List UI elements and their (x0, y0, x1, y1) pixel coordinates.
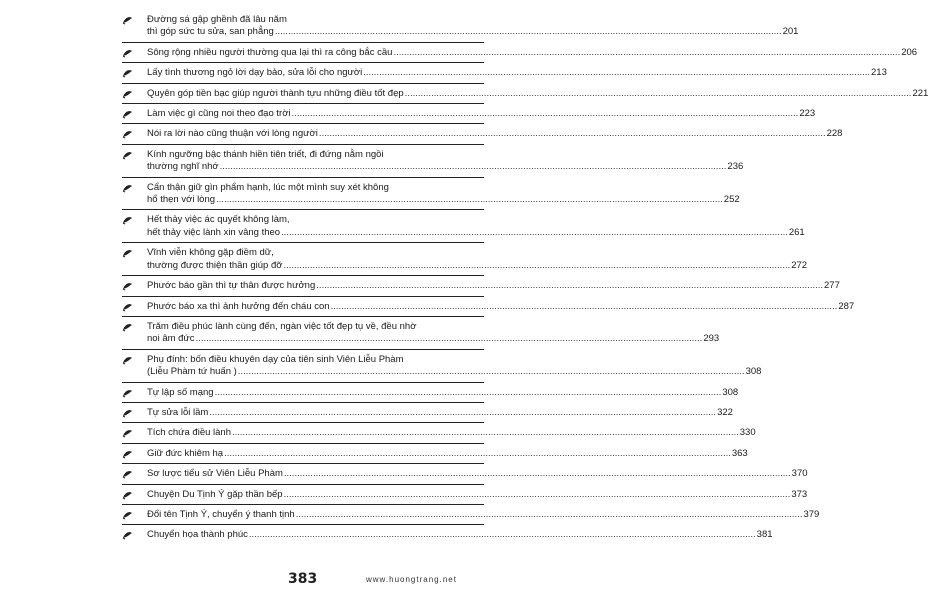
toc-entry-title: Phước báo gần thì tự thân được hưởng (147, 280, 316, 292)
toc-entry (122, 525, 773, 544)
toc-entry (122, 210, 805, 243)
toc-entry-title: Đường sá gập ghềnh đã lâu năm (147, 14, 287, 25)
toc-line (147, 46, 918, 59)
dot-leader (220, 161, 727, 173)
dot-leader (316, 280, 823, 292)
toc-entry (122, 10, 799, 43)
lotus-leaf-icon (122, 90, 133, 99)
toc-entry (122, 350, 762, 383)
lotus-leaf-icon (122, 16, 133, 25)
lotus-leaf-icon (122, 323, 133, 332)
dot-leader (232, 427, 739, 439)
lotus-leaf-icon (122, 389, 133, 398)
toc-line (147, 427, 756, 439)
dot-leader (209, 407, 716, 419)
dot-leader (393, 47, 900, 59)
toc-entry (122, 124, 843, 144)
toc-line (147, 14, 484, 26)
toc-entry (122, 423, 756, 443)
toc-page-number: 308 (745, 366, 762, 378)
dot-leader (196, 333, 703, 345)
dot-leader (216, 194, 723, 206)
toc-entry-title: Kính ngưỡng bậc thánh hiền tiên triết, đi đứng nằm ngồi (147, 148, 384, 160)
toc-page-number: 363 (731, 447, 748, 459)
toc-page-number: 373 (791, 488, 808, 500)
lotus-leaf-icon (122, 429, 133, 438)
toc-page-number: 287 (838, 300, 855, 312)
toc-page-number: 370 (791, 468, 808, 480)
toc-entry (122, 444, 748, 464)
lotus-leaf-icon (122, 130, 133, 139)
toc-entry-title: Chuyển họa thành phúc (147, 529, 248, 541)
toc-entry-title: Phước báo xa thì ảnh hưởng đến cháu con (147, 300, 330, 312)
toc-entry (122, 178, 740, 211)
toc-entry (122, 243, 808, 276)
toc-entry-title: Sơ lược tiểu sử Viên Liễu Phàm (147, 468, 283, 480)
dot-leader (238, 366, 745, 378)
toc-entry-title: thường nghĩ nhớ (147, 161, 219, 173)
toc-entry-title: noi âm đức (147, 333, 195, 345)
toc-page-number: 201 (782, 26, 799, 38)
toc-page-number: 252 (723, 194, 740, 206)
toc-entry (122, 403, 733, 423)
toc-line (147, 468, 808, 480)
toc-line (147, 354, 484, 366)
lotus-leaf-icon (122, 531, 133, 540)
lotus-leaf-icon (122, 470, 133, 479)
page-number: 383 (288, 571, 318, 587)
toc-page-number: 381 (756, 529, 773, 541)
toc-entry-title: Giữ đức khiêm hạ (147, 447, 224, 459)
toc-entry-title: Lấy tình thương ngỏ lời dạy bảo, sửa lỗi cho người (147, 67, 363, 79)
toc-entry (122, 43, 918, 63)
toc-entry-title: thường được thiện thần giúp đỡ (147, 259, 283, 271)
toc-entry (122, 317, 720, 350)
lotus-leaf-icon (122, 110, 133, 119)
toc-line (147, 194, 740, 206)
toc-entry-title: Đổi tên Tịnh Ý, chuyển ý thanh tịnh (147, 508, 295, 520)
dot-leader (275, 26, 782, 38)
toc-entry (122, 104, 816, 124)
toc-line (147, 386, 739, 399)
toc-entry-title: thì góp sức tu sửa, san phẳng (147, 26, 274, 38)
toc-page-number: 206 (901, 46, 918, 58)
lotus-leaf-icon (122, 491, 133, 500)
toc-entry-title: Tự sửa lỗi lầm (147, 406, 209, 418)
toc-entry-title: Tự lập số mạng (147, 386, 214, 398)
toc-page-number: 330 (739, 427, 756, 439)
toc-entry (122, 63, 887, 83)
dot-leader (284, 489, 791, 501)
toc-entry-title: Quyên góp tiền bạc giúp người thành tựu những điều tốt đẹp (147, 87, 404, 99)
toc-line (147, 161, 744, 173)
lotus-leaf-icon (122, 282, 133, 291)
toc-page-number: 213 (871, 67, 887, 79)
lotus-leaf-icon (122, 303, 133, 312)
dot-leader (281, 227, 788, 239)
lotus-leaf-icon (122, 356, 133, 365)
toc-entry (122, 464, 808, 484)
toc-entry-title: Nói ra lời nào cũng thuận với lòng người (147, 128, 318, 140)
toc-page-number: 322 (717, 406, 733, 418)
toc-entry (122, 145, 744, 178)
toc-page-number: 223 (799, 108, 816, 120)
toc-line (147, 182, 484, 194)
dot-leader (224, 448, 731, 460)
toc-page-number: 277 (824, 280, 840, 292)
toc-line (147, 247, 484, 259)
table-of-contents (122, 10, 928, 545)
toc-page-number: 236 (727, 161, 744, 173)
lotus-leaf-icon (122, 49, 133, 58)
lotus-leaf-icon (122, 249, 133, 258)
toc-line (147, 321, 484, 333)
toc-line (147, 226, 805, 239)
toc-page-number: 261 (788, 226, 805, 238)
toc-entry (122, 276, 840, 296)
toc-entry-title: Phụ đính: bốn điều khuyên dạy của tiên sinh Viên Liễu Phàm (147, 353, 404, 365)
toc-entry-title: hết thảy việc lành xin vâng theo (147, 226, 281, 238)
toc-entry-title: Sông rộng nhiều người thường qua lại thì ra công bắc cầu (147, 46, 393, 58)
toc-line (147, 508, 820, 521)
toc-line (147, 300, 855, 313)
dot-leader (284, 468, 791, 480)
lotus-leaf-icon (122, 184, 133, 193)
toc-entry-title: Cẩn thận giữ gìn phẩm hạnh, lúc một mình suy xét không (147, 181, 389, 193)
toc-page-number: 228 (826, 128, 843, 140)
toc-entry (122, 485, 808, 505)
dot-leader (319, 128, 826, 140)
toc-line (147, 259, 808, 272)
dot-leader (292, 108, 799, 120)
lotus-leaf-icon (122, 216, 133, 225)
dot-leader (363, 67, 870, 79)
toc-page-number: 379 (803, 508, 820, 520)
toc-entry-title: (Liễu Phàm tứ huấn ) (147, 366, 237, 378)
toc-line (147, 128, 843, 140)
toc-page-number: 308 (722, 386, 739, 398)
toc-line (147, 149, 484, 161)
dot-leader (331, 301, 838, 313)
toc-entry-title: Tích chứa điều lành (147, 427, 231, 439)
lotus-leaf-icon (122, 151, 133, 160)
toc-line (147, 280, 840, 292)
toc-entry-title: Làm việc gì cũng noi theo đạo trời (147, 108, 291, 120)
toc-entry-title: Vĩnh viễn không gặp điềm dữ, (147, 247, 274, 259)
toc-line (147, 333, 720, 345)
toc-line (147, 26, 799, 38)
toc-line (147, 488, 808, 501)
dot-leader (405, 88, 912, 100)
lotus-leaf-icon (122, 69, 133, 78)
toc-page-number: 221 (912, 87, 928, 99)
lotus-leaf-icon (122, 511, 133, 520)
lotus-leaf-icon (122, 409, 133, 418)
toc-entry-title: hổ thẹn với lòng (147, 194, 216, 206)
toc-line (147, 214, 484, 226)
lotus-leaf-icon (122, 450, 133, 459)
toc-entry (122, 383, 739, 403)
toc-line (147, 447, 748, 460)
toc-entry-title: Trăm điều phúc lành cùng đến, ngàn việc tốt đẹp tụ về, đều nhờ (147, 320, 417, 332)
toc-entry-title: Chuyện Du Tịnh Ý gặp thần bếp (147, 488, 283, 500)
dot-leader (249, 529, 756, 541)
toc-line (147, 529, 773, 541)
toc-line (147, 108, 816, 120)
dot-leader (283, 260, 790, 272)
toc-entry (122, 505, 820, 525)
publisher-website: www.huongtrang.net (366, 575, 457, 584)
toc-entry (122, 84, 928, 104)
toc-entry-title: Hết thảy việc ác quyết không làm, (147, 214, 290, 226)
toc-line (147, 366, 762, 378)
dot-leader (215, 387, 722, 399)
toc-line (147, 406, 733, 419)
toc-line (147, 67, 887, 79)
dot-leader (296, 509, 803, 521)
toc-line (147, 87, 928, 100)
toc-entry (122, 297, 855, 317)
toc-page-number: 272 (791, 259, 808, 271)
toc-page-number: 293 (703, 333, 720, 345)
